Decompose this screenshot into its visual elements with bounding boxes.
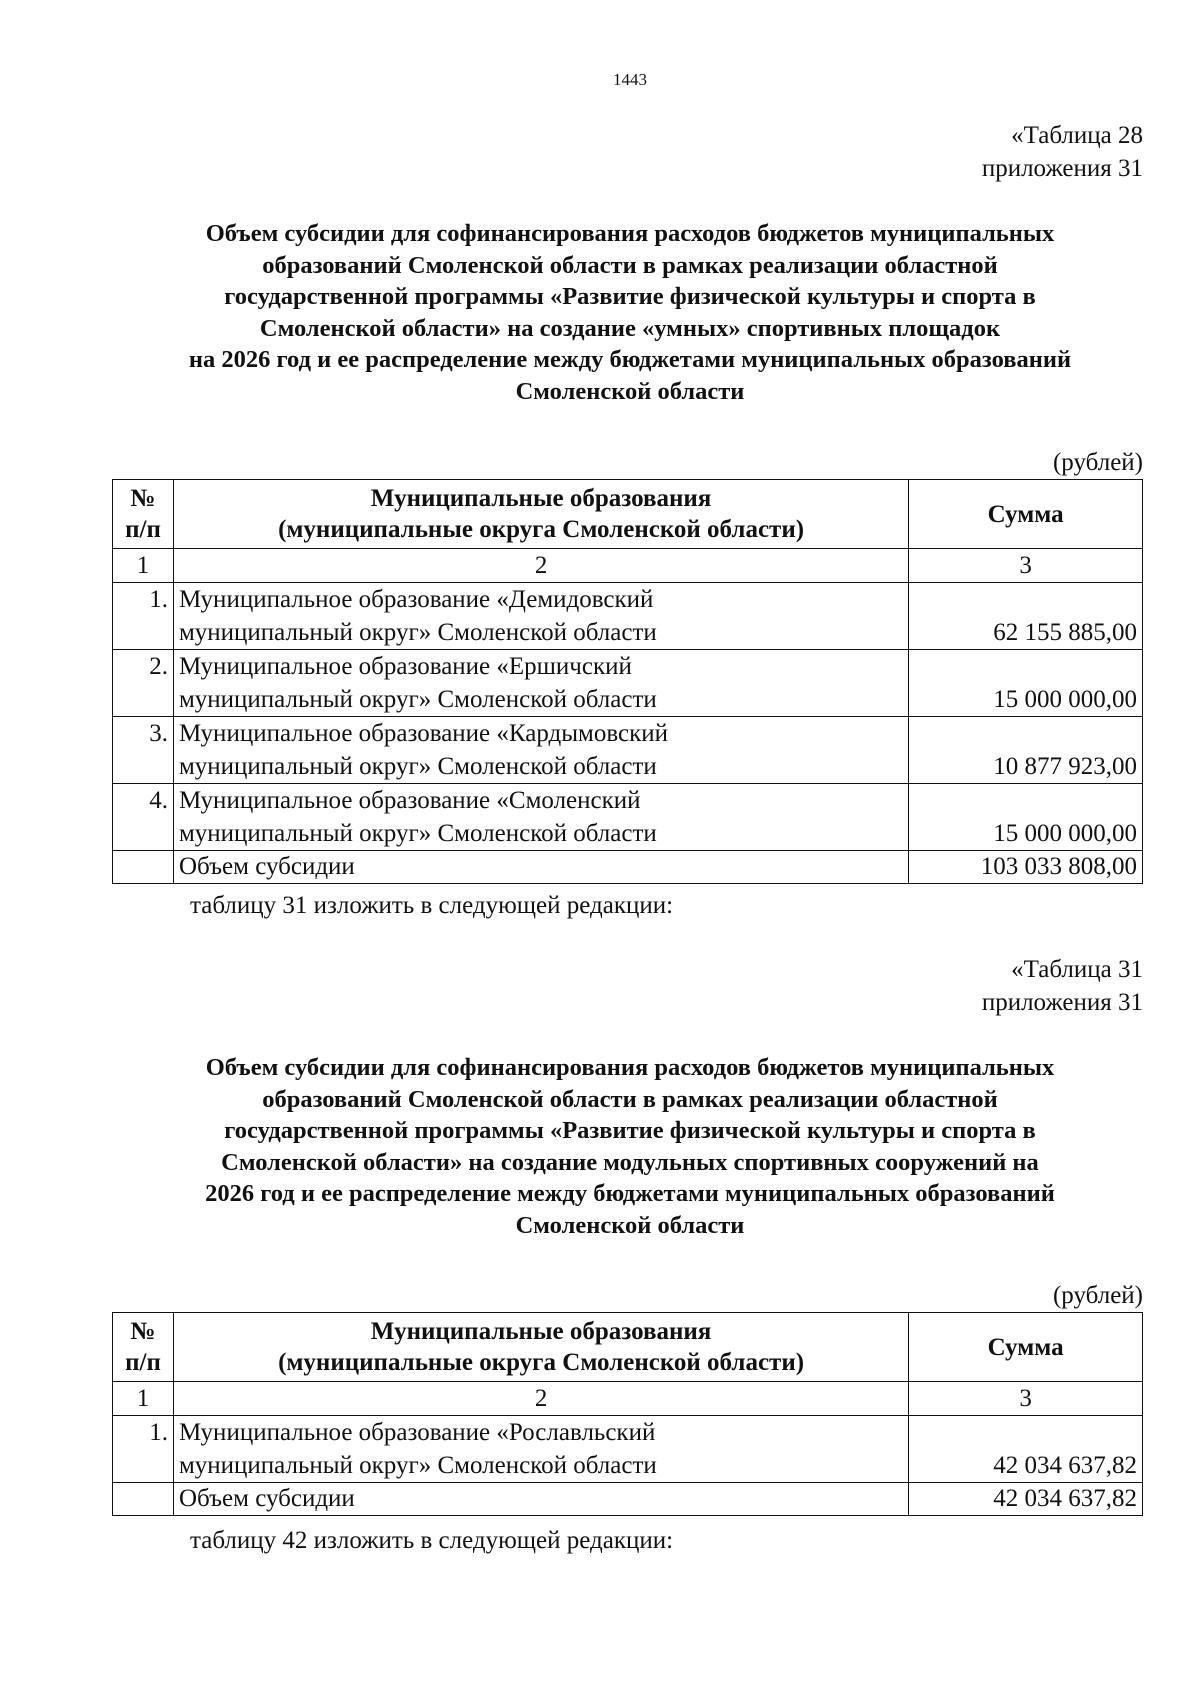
subsidy-table [112,1312,1143,1516]
title-line: образований Смоленской области в рамках реализации областной [262,1085,998,1113]
municipality-name: Муниципальное образование «Демидовский муниципальный округ» Смоленской области [173,583,908,650]
subsidy-amount: 62 155 885,00 [909,583,1143,650]
municipality-name: Муниципальное образование «Смоленский муниципальный округ» Смоленской области [173,784,908,851]
total-amount: 42 034 637,82 [909,1483,1143,1516]
table-title [100,218,1160,407]
municipality-name: Муниципальное образование «Ершичский муниципальный округ» Смоленской области [173,650,908,717]
editorial-note: таблицу 42 изложить в следующей редакции: [190,1527,674,1554]
header-municipality: Муниципальные образования (муниципальные округа Смоленской области) [173,480,908,549]
column-index: 2 [173,549,908,583]
title-line: государственной программы «Развитие физической культуры и спорта в [224,1117,1036,1144]
total-row [113,851,1143,884]
subsidy-table [112,479,1143,884]
table-title [100,1052,1160,1241]
title-line: на 2026 год и ее распределение между бюджетами муниципальных образований [188,346,1072,373]
header-number: № п/п [113,1313,174,1382]
total-row [113,1483,1143,1516]
total-label: Объем субсидии [173,1483,908,1516]
subsidy-amount: 15 000 000,00 [909,650,1143,717]
editorial-note: таблицу 31 изложить в следующей редакции: [190,892,674,919]
units-label: (рублей) [1052,1282,1143,1309]
row-number: 1. [113,1416,174,1483]
title-line: образований Смоленской области в рамках реализации областной [262,251,998,279]
header-municipality: Муниципальные образования (муниципальные округа Смоленской области) [173,1313,908,1382]
total-number-cell [113,851,174,884]
table-reference [982,953,1143,1019]
row-number: 3. [113,717,174,784]
title-line: Объем субсидии для софинансирования расходов бюджетов муниципальных [205,220,1055,247]
column-index-row [113,1382,1143,1416]
title-line: 2026 год и ее распределение между бюджетами муниципальных образований [205,1180,1055,1207]
header-number: № п/п [113,480,174,549]
table-row [113,784,1143,851]
column-index: 1 [113,1382,174,1416]
column-index: 3 [909,549,1143,583]
table-reference-line: приложения 31 [981,989,1143,1016]
table-reference-line: «Таблица 28 [1011,122,1143,149]
units-label: (рублей) [1052,449,1143,476]
column-index-row [113,549,1143,583]
row-number: 1. [113,583,174,650]
table-row [113,1416,1143,1483]
subsidy-amount: 15 000 000,00 [909,784,1143,851]
total-number-cell [113,1483,174,1516]
header-sum: Сумма [909,1313,1143,1382]
row-number: 4. [113,784,174,851]
title-line: Смоленской области» на создание модульных спортивных сооружений на [221,1148,1039,1176]
table-row [113,717,1143,784]
title-line: Смоленской области [515,377,745,405]
table-reference-line: приложения 31 [981,155,1143,182]
municipality-name: Муниципальное образование «Рославльский муниципальный округ» Смоленской области [173,1416,908,1483]
title-line: государственной программы «Развитие физической культуры и спорта в [224,283,1036,310]
table-header-row [113,1313,1143,1382]
subsidy-amount: 10 877 923,00 [909,717,1143,784]
subsidy-amount: 42 034 637,82 [909,1416,1143,1483]
total-label: Объем субсидии [173,851,908,884]
title-line: Смоленской области [515,1211,745,1239]
table-header-row [113,480,1143,549]
table-row [113,650,1143,717]
column-index: 3 [909,1382,1143,1416]
title-line: Объем субсидии для софинансирования расходов бюджетов муниципальных [205,1054,1055,1081]
title-line: Смоленской области» на создание «умных» спортивных площадок [259,314,1001,342]
total-amount: 103 033 808,00 [909,851,1143,884]
page-number: 1443 [613,70,647,89]
table-reference-line: «Таблица 31 [1011,956,1143,983]
table-reference [982,119,1143,185]
table-row [113,583,1143,650]
municipality-name: Муниципальное образование «Кардымовский муниципальный округ» Смоленской области [173,717,908,784]
row-number: 2. [113,650,174,717]
header-sum: Сумма [909,480,1143,549]
column-index: 2 [173,1382,908,1416]
column-index: 1 [113,549,174,583]
